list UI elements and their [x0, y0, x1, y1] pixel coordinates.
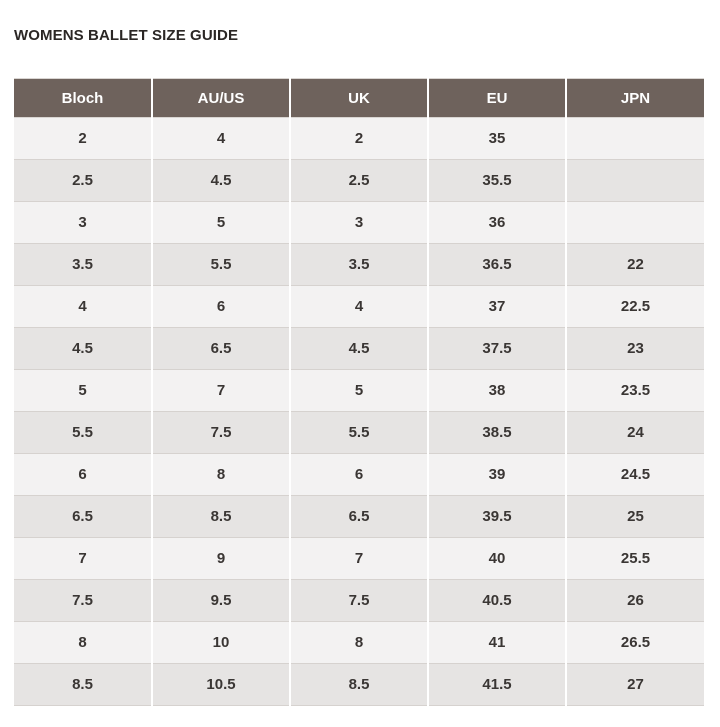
table-body	[14, 118, 704, 706]
cell-eu: 35.5	[428, 160, 566, 202]
cell-jpn: 25	[566, 496, 704, 538]
cell-au-us: 8	[152, 454, 290, 496]
table-row	[14, 118, 704, 160]
table-row	[14, 244, 704, 286]
cell-eu: 41.5	[428, 664, 566, 706]
cell-eu: 39.5	[428, 496, 566, 538]
cell-au-us: 10	[152, 622, 290, 664]
cell-jpn: 24	[566, 412, 704, 454]
size-guide-table	[14, 78, 704, 706]
cell-bloch: 8.5	[14, 664, 152, 706]
cell-jpn: 26.5	[566, 622, 704, 664]
cell-au-us: 4	[152, 118, 290, 160]
table-row	[14, 286, 704, 328]
cell-eu: 39	[428, 454, 566, 496]
cell-uk: 2	[290, 118, 428, 160]
cell-au-us: 4.5	[152, 160, 290, 202]
table-row	[14, 412, 704, 454]
cell-eu: 37.5	[428, 328, 566, 370]
cell-au-us: 7.5	[152, 412, 290, 454]
cell-eu: 40.5	[428, 580, 566, 622]
cell-bloch: 7.5	[14, 580, 152, 622]
cell-uk: 7.5	[290, 580, 428, 622]
cell-au-us: 9	[152, 538, 290, 580]
cell-au-us: 9.5	[152, 580, 290, 622]
cell-au-us: 10.5	[152, 664, 290, 706]
table-row	[14, 202, 704, 244]
table-row	[14, 622, 704, 664]
cell-au-us: 8.5	[152, 496, 290, 538]
cell-bloch: 2	[14, 118, 152, 160]
column-header-uk: UK	[290, 79, 428, 118]
cell-eu: 38	[428, 370, 566, 412]
cell-bloch: 6	[14, 454, 152, 496]
cell-eu: 36	[428, 202, 566, 244]
cell-bloch: 5.5	[14, 412, 152, 454]
cell-eu: 38.5	[428, 412, 566, 454]
cell-uk: 4	[290, 286, 428, 328]
cell-uk: 7	[290, 538, 428, 580]
cell-bloch: 8	[14, 622, 152, 664]
cell-uk: 6.5	[290, 496, 428, 538]
cell-uk: 2.5	[290, 160, 428, 202]
cell-bloch: 3	[14, 202, 152, 244]
cell-bloch: 7	[14, 538, 152, 580]
cell-uk: 5.5	[290, 412, 428, 454]
page-title: WOMENS BALLET SIZE GUIDE	[14, 27, 239, 44]
cell-bloch: 2.5	[14, 160, 152, 202]
cell-au-us: 7	[152, 370, 290, 412]
cell-au-us: 5.5	[152, 244, 290, 286]
cell-eu: 41	[428, 622, 566, 664]
cell-jpn: 27	[566, 664, 704, 706]
cell-jpn	[566, 202, 704, 244]
cell-uk: 3	[290, 202, 428, 244]
cell-uk: 8.5	[290, 664, 428, 706]
cell-uk: 5	[290, 370, 428, 412]
cell-uk: 6	[290, 454, 428, 496]
cell-eu: 36.5	[428, 244, 566, 286]
cell-bloch: 3.5	[14, 244, 152, 286]
cell-eu: 37	[428, 286, 566, 328]
table-row	[14, 328, 704, 370]
cell-au-us: 5	[152, 202, 290, 244]
column-header-eu: EU	[428, 79, 566, 118]
cell-eu: 35	[428, 118, 566, 160]
cell-bloch: 4	[14, 286, 152, 328]
table-row	[14, 496, 704, 538]
column-header-bloch: Bloch	[14, 79, 152, 118]
cell-jpn: 26	[566, 580, 704, 622]
cell-jpn: 22.5	[566, 286, 704, 328]
cell-jpn: 23.5	[566, 370, 704, 412]
cell-bloch: 6.5	[14, 496, 152, 538]
cell-eu: 40	[428, 538, 566, 580]
table-row	[14, 160, 704, 202]
table-row	[14, 580, 704, 622]
column-header-au-us: AU/US	[152, 79, 290, 118]
cell-au-us: 6.5	[152, 328, 290, 370]
cell-jpn: 22	[566, 244, 704, 286]
column-header-jpn: JPN	[566, 79, 704, 118]
cell-bloch: 4.5	[14, 328, 152, 370]
cell-au-us: 6	[152, 286, 290, 328]
table-row	[14, 370, 704, 412]
cell-bloch: 5	[14, 370, 152, 412]
cell-uk: 3.5	[290, 244, 428, 286]
cell-jpn: 25.5	[566, 538, 704, 580]
cell-jpn: 23	[566, 328, 704, 370]
cell-jpn	[566, 160, 704, 202]
cell-uk: 8	[290, 622, 428, 664]
table-row	[14, 538, 704, 580]
cell-jpn	[566, 118, 704, 160]
header-row	[14, 79, 704, 118]
cell-jpn: 24.5	[566, 454, 704, 496]
table-row	[14, 454, 704, 496]
cell-uk: 4.5	[290, 328, 428, 370]
table-header	[14, 79, 704, 118]
table-row	[14, 664, 704, 706]
